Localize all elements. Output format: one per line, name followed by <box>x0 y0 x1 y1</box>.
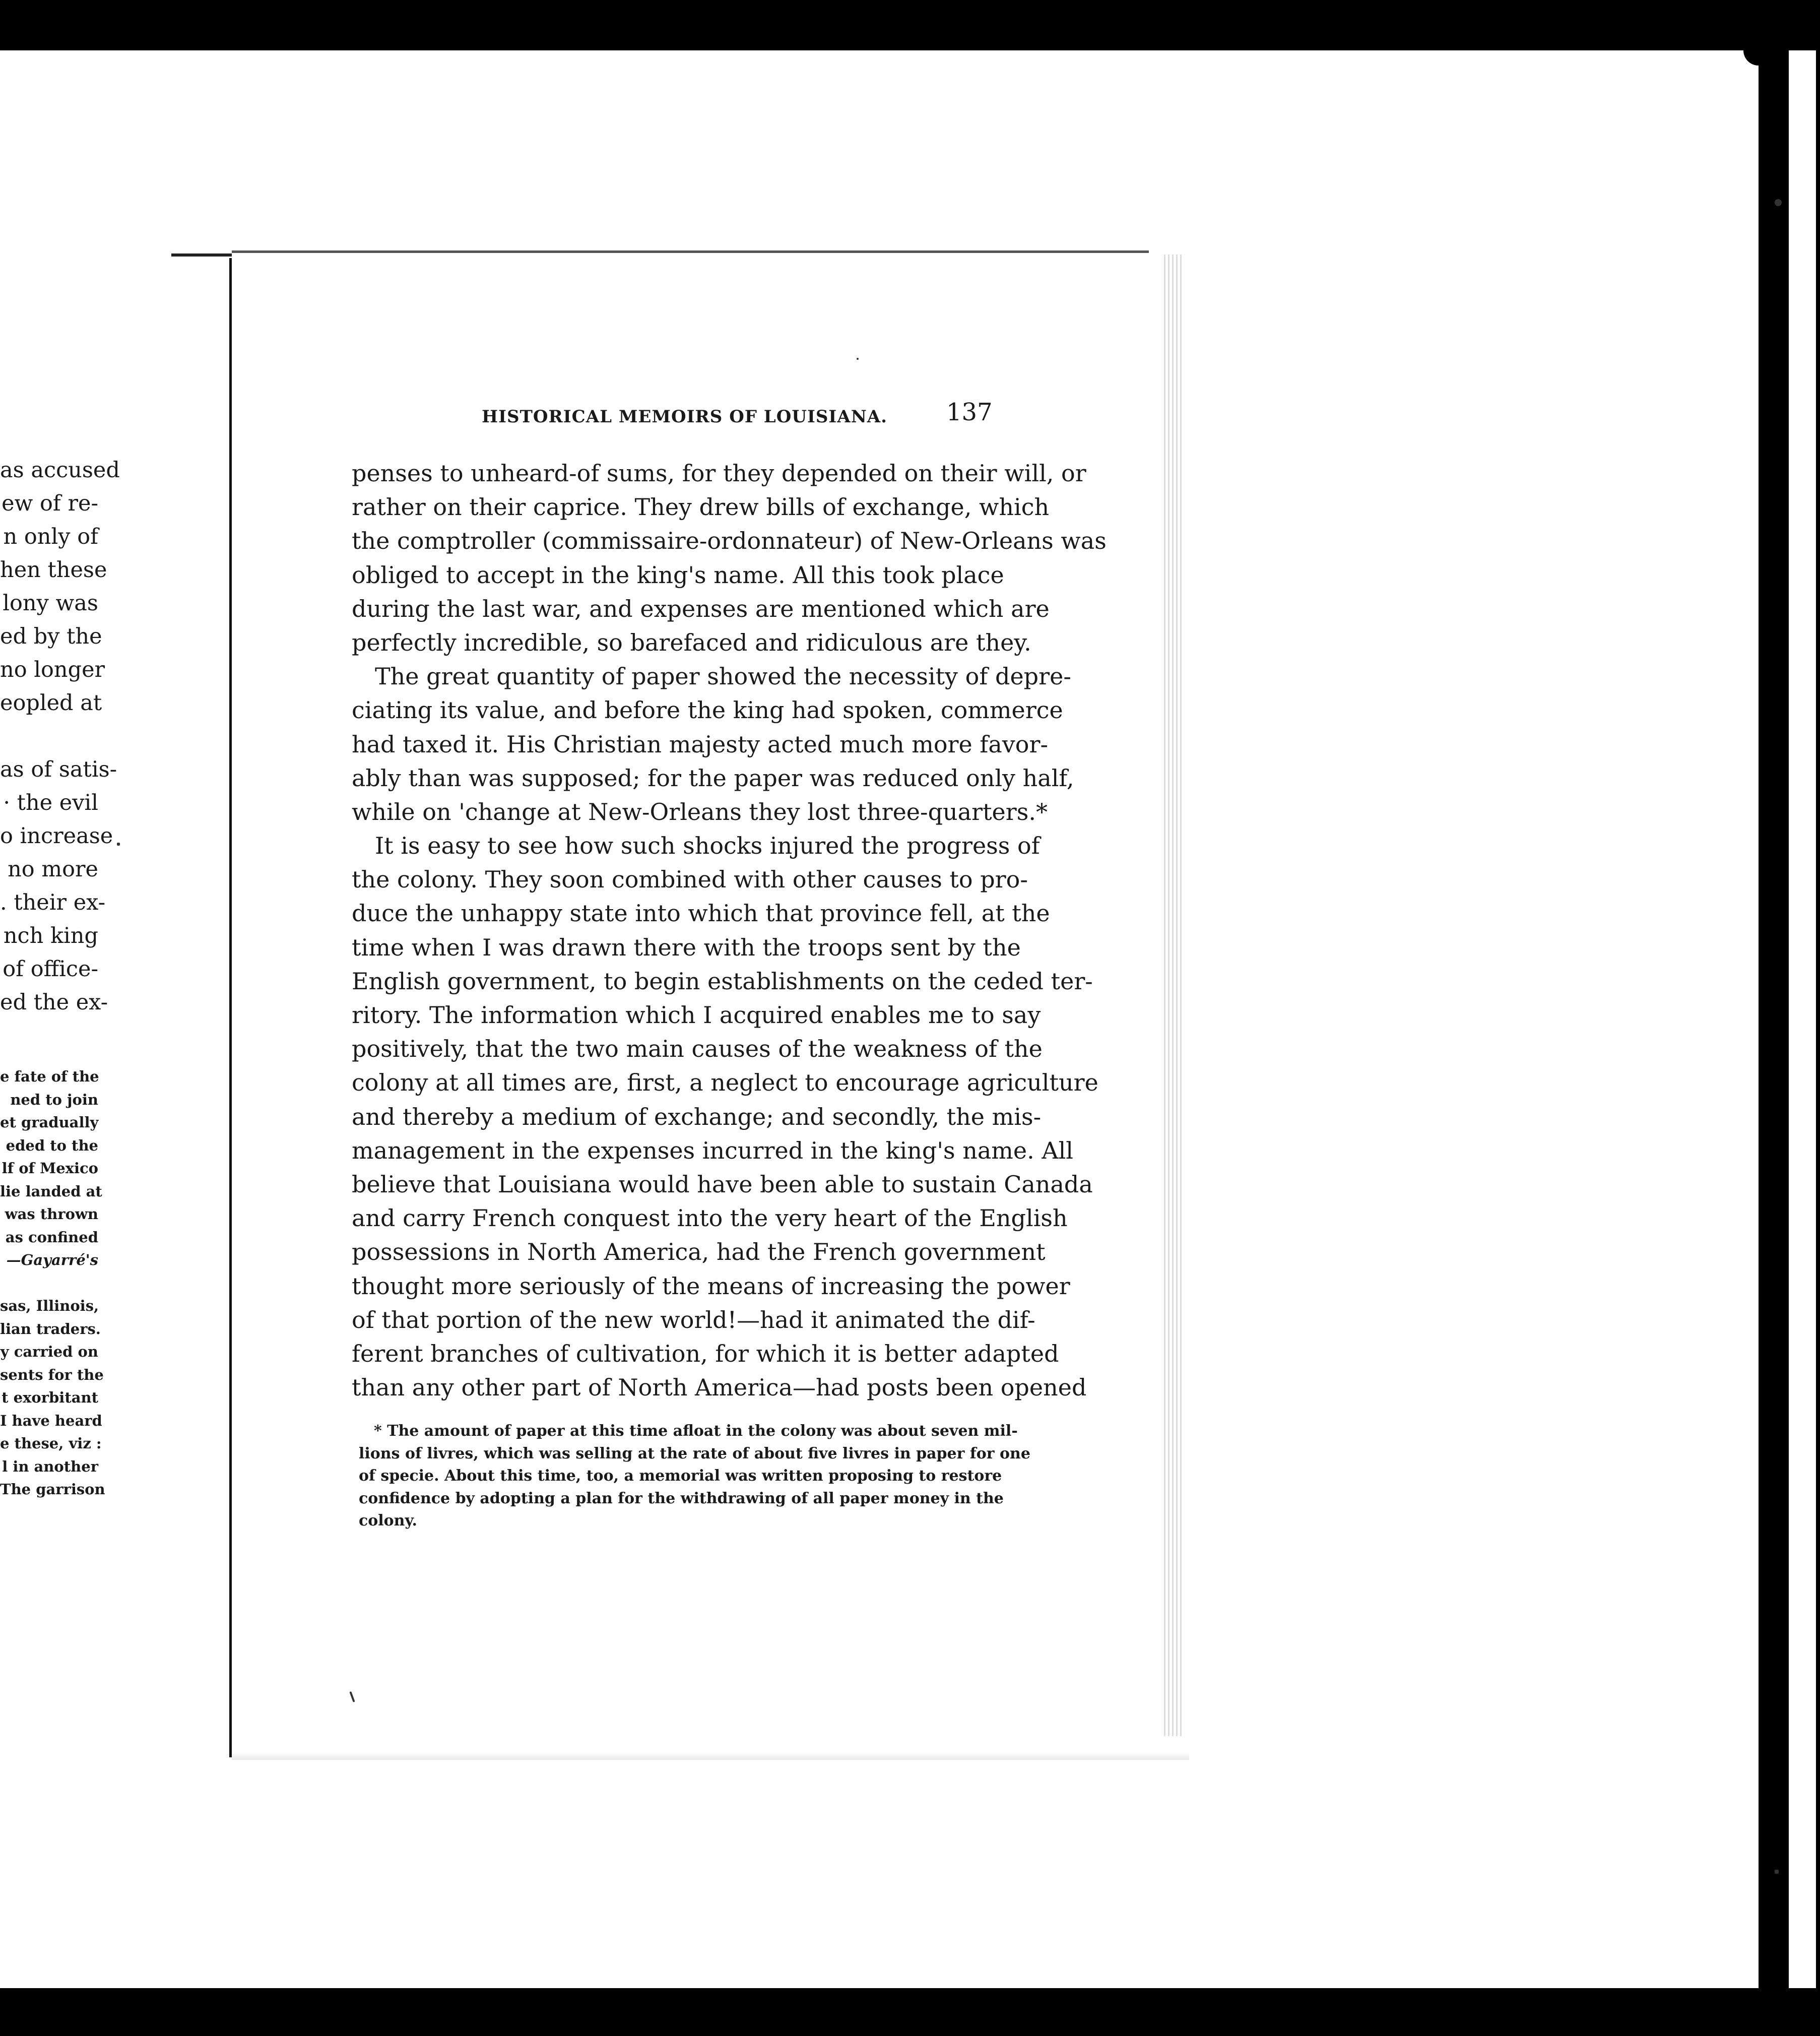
body-line: ritory. The information which I acquired enables me to say <box>352 1001 1041 1029</box>
body-line: of that portion of the new world!—had it animated the dif- <box>352 1306 1035 1333</box>
body-line: penses to unheard-of sums, for they depended on their will, or <box>352 460 1086 487</box>
scan-speck <box>349 1691 355 1702</box>
film-strip-right <box>1789 50 1820 1988</box>
left-note-line: was thrown <box>5 1205 98 1223</box>
left-page-line <box>0 720 98 753</box>
left-note-line: as confined <box>5 1228 98 1246</box>
body-line: ably than was supposed; for the paper was reduced only half, <box>352 764 1074 792</box>
body-line: The great quantity of paper showed the necessity of depre- <box>375 663 1071 690</box>
left-page-line: eopled at <box>0 690 102 716</box>
left-page-line: nch king <box>3 923 98 948</box>
left-page-text <box>0 454 120 1019</box>
body-line: management in the expenses incurred in the king's name. All <box>352 1136 1073 1164</box>
left-page-top-rule <box>171 253 232 257</box>
left-note-line: —Gayarré's <box>6 1251 98 1268</box>
left-note-line: y carried on <box>0 1343 98 1360</box>
scan-speck <box>1775 199 1782 206</box>
body-line: the colony. They soon combined with other causes to pro- <box>352 866 1028 894</box>
body-line: during the last war, and expenses are mentioned which are <box>352 595 1050 622</box>
body-line: believe that Louisiana would have been able to sustain Canada <box>352 1170 1093 1198</box>
left-note-line: sents for the <box>0 1366 104 1383</box>
body-line: colony at all times are, first, a neglect to encourage agriculture <box>352 1069 1098 1097</box>
body-line: perfectly incredible, so barefaced and ridiculous are they. <box>352 628 1031 656</box>
left-note-line: lf of Mexico <box>2 1160 98 1177</box>
footnote-line: confidence by adopting a plan for the withdrawing of all paper money in the <box>359 1489 1004 1507</box>
body-line: and carry French conquest into the very heart of the English <box>352 1204 1068 1232</box>
body-line: ferent branches of cultivation, for which it is better adapted <box>352 1340 1059 1367</box>
left-page-line: ed by the <box>0 624 102 649</box>
left-page-line: . their ex- <box>0 890 106 915</box>
left-page-line: · the evil <box>3 790 98 815</box>
left-page-line: as of satis- <box>0 757 117 782</box>
page-fore-edge <box>1164 254 1184 1736</box>
left-note-line: The garrison <box>0 1481 105 1498</box>
left-note-line: I have heard <box>0 1412 102 1429</box>
body-line: had taxed it. His Christian majesty acted much more favor- <box>352 730 1049 758</box>
left-note-line <box>0 1272 98 1295</box>
left-note-line: lian traders. <box>0 1320 101 1338</box>
left-note-line: et gradually <box>0 1114 99 1131</box>
body-text <box>352 457 1107 1405</box>
left-page-line: ed the ex- <box>0 990 108 1015</box>
body-line: ciating its value, and before the king had spoken, commerce <box>352 696 1063 724</box>
footnote <box>359 1420 1030 1533</box>
left-note-line: ned to join <box>10 1091 98 1108</box>
body-line: obliged to accept in the king's name. All this took place <box>352 561 1004 589</box>
left-page-line: of office- <box>3 957 98 982</box>
left-note-line: sas, Illinois, <box>0 1297 99 1314</box>
left-page-line: no more <box>8 857 98 882</box>
left-page-line: ew of re- <box>2 491 98 516</box>
left-note-line: e these, viz : <box>0 1435 102 1452</box>
footnote-line: lions of livres, which was selling at the rate of about five livres in paper for one <box>359 1444 1030 1462</box>
body-line: the comptroller (commissaire-ordonnateur) of New-Orleans was <box>352 527 1107 555</box>
footnote-line: of specie. About this time, too, a memorial was written proposing to restore <box>359 1467 1002 1485</box>
body-line: and thereby a medium of exchange; and secondly, the mis- <box>352 1103 1042 1130</box>
footnote-line: colony. <box>359 1512 417 1530</box>
body-line: duce the unhappy state into which that province fell, at the <box>352 900 1050 927</box>
page-top-rule <box>232 250 1149 253</box>
scan-speck <box>857 358 859 360</box>
footnote-line: * The amount of paper at this time afloat in the colony was about seven mil- <box>374 1422 1018 1440</box>
page-bottom-edge <box>232 1753 1189 1760</box>
left-page-line: lony was <box>3 591 98 616</box>
left-note-line: e fate of the <box>0 1068 99 1085</box>
body-line: time when I was drawn there with the troops sent by the <box>352 933 1021 961</box>
left-page-line: hen these <box>0 557 107 583</box>
left-page-line: as accused <box>0 458 120 483</box>
book-gutter <box>229 258 232 1757</box>
scan-speck <box>117 843 120 846</box>
film-border-top <box>0 0 1820 50</box>
body-line: rather on their caprice. They drew bills of exchange, which <box>352 493 1050 521</box>
body-line: thought more seriously of the means of increasing the power <box>352 1272 1070 1300</box>
film-border-right-edge <box>1816 50 1820 1988</box>
film-border-bottom <box>0 1988 1820 2036</box>
left-page-line: n only of <box>3 524 98 549</box>
scan-speck <box>1775 1870 1779 1874</box>
left-note-line: eded to the <box>6 1136 98 1154</box>
body-line: possessions in North America, had the French government <box>352 1238 1046 1266</box>
left-note-line: lie landed at <box>0 1182 102 1200</box>
left-page-line: o increase <box>0 823 113 849</box>
left-page-line: no longer <box>0 657 105 682</box>
left-page-footnotes <box>0 1065 105 1501</box>
body-line: positively, that the two main causes of the weakness of the <box>352 1035 1043 1063</box>
body-line: English government, to begin establishments on the ceded ter- <box>352 967 1093 995</box>
body-line: while on 'change at New-Orleans they lost three-quarters.* <box>352 798 1048 825</box>
left-note-line: t exorbitant <box>2 1389 98 1406</box>
left-note-line: l in another <box>2 1457 98 1475</box>
body-line: than any other part of North America—had posts been opened <box>352 1374 1087 1402</box>
page-number: 137 <box>946 398 993 426</box>
running-head: HISTORICAL MEMOIRS OF LOUISIANA. <box>482 407 888 427</box>
body-line: It is easy to see how such shocks injured the progress of <box>375 832 1040 860</box>
film-border-right <box>1759 50 1789 1988</box>
